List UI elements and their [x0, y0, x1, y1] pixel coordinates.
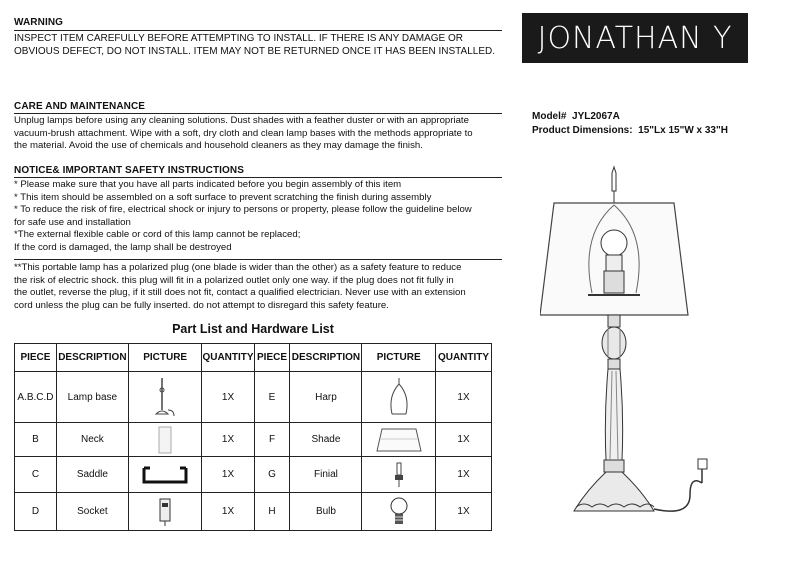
- warning-title: WARNING: [14, 17, 64, 28]
- warning-line-2: OBVIOUS DEFECT, DO NOT INSTALL. ITEM MAY NOT BE RETURNED ONCE IT HAS BEEN INSTALLED.: [14, 46, 496, 57]
- plug-line: **This portable lamp has a polarized plug (one blade is wider than the other) as a safety feature to reduce: [14, 262, 462, 273]
- notice-bottom-rule: [14, 259, 502, 260]
- quantity-cell: 1X: [436, 372, 492, 423]
- parts-header-row: [15, 344, 492, 372]
- parts-table: [14, 343, 492, 531]
- care-line: Unplug lamps before using any cleaning solutions. Dust shades with a feather duster or with an appropriate: [14, 115, 469, 126]
- notice-line: *The external flexible cable or cord of this lamp cannot be replaced;: [14, 229, 301, 240]
- dimensions-label: Product Dimensions:: [532, 125, 633, 136]
- description-cell: Shade: [290, 423, 362, 457]
- col-header-piece: PIECE: [254, 344, 290, 372]
- notice-rule: [14, 177, 502, 178]
- piece-cell: G: [254, 457, 290, 493]
- table-row: [15, 457, 492, 493]
- care-text: [14, 115, 473, 153]
- notice-title: NOTICE& IMPORTANT SAFETY INSTRUCTIONS: [14, 165, 244, 176]
- model-label: Model#: [532, 111, 567, 122]
- col-header-quantity: QUANTITY: [436, 344, 492, 372]
- quantity-cell: 1X: [436, 423, 492, 457]
- table-row: [15, 372, 492, 423]
- dimensions-value: 15"Lx 15"W x 33"H: [638, 125, 728, 136]
- description-cell: Harp: [290, 372, 362, 423]
- care-rule: [14, 113, 502, 114]
- piece-cell: H: [254, 493, 290, 531]
- piece-cell: D: [15, 493, 57, 531]
- finial-icon: [392, 461, 406, 489]
- notice-line: for safe use and installation: [14, 216, 131, 228]
- col-header-piece: PIECE: [15, 344, 57, 372]
- notice-line: * Please make sure that you have all parts indicated before you begin assembly of this item: [14, 179, 402, 190]
- shade-icon: [374, 425, 424, 455]
- socket-icon: [157, 497, 173, 527]
- description-cell: Bulb: [290, 493, 362, 531]
- table-row: [15, 493, 492, 531]
- quantity-cell: 1X: [436, 493, 492, 531]
- plug-text: [14, 262, 466, 312]
- description-cell: Lamp base: [56, 372, 128, 423]
- care-title: CARE AND MAINTENANCE: [14, 101, 146, 112]
- notice-line: If the cord is damaged, the lamp shall be destroyed: [14, 241, 232, 253]
- harp-icon: [384, 376, 414, 418]
- model-info: [532, 110, 728, 138]
- neck-icon: [155, 425, 175, 455]
- piece-cell: F: [254, 423, 290, 457]
- quantity-cell: 1X: [202, 493, 254, 531]
- description-cell: Saddle: [56, 457, 128, 493]
- col-header-picture: PICTURE: [362, 344, 436, 372]
- col-header-description: DESCRIPTION: [56, 344, 128, 372]
- notice-text: [14, 179, 472, 254]
- col-header-picture: PICTURE: [128, 344, 202, 372]
- plug-line: the risk of electric shock. this plug will fit in a polarized outlet only one way. if the plug does not fit fully in: [14, 274, 454, 286]
- warning-text: [14, 32, 495, 58]
- care-line: vacuum-brush attachment. Wipe with a soft, dry cloth and clean lamp bases with the methods appropriate to: [14, 127, 473, 139]
- piece-cell: A.B.C.D: [15, 372, 57, 423]
- quantity-cell: 1X: [202, 457, 254, 493]
- description-cell: Finial: [290, 457, 362, 493]
- piece-cell: E: [254, 372, 290, 423]
- quantity-cell: 1X: [202, 423, 254, 457]
- description-cell: Socket: [56, 493, 128, 531]
- warning-line-1: INSPECT ITEM CAREFULLY BEFORE ATTEMPTING TO INSTALL. IF THERE IS ANY DAMAGE OR: [14, 33, 463, 44]
- parts-title: Part List and Hardware List: [172, 322, 334, 336]
- saddle-icon: [140, 462, 190, 488]
- warning-rule: [14, 30, 502, 31]
- brand-logo: JONATHAN Y: [522, 13, 748, 63]
- quantity-cell: 1X: [436, 457, 492, 493]
- care-line: the material. Avoid the use of chemicals and household cleaners as they may damage the finish.: [14, 140, 423, 151]
- plug-line: the outlet, reverse the plug, if it still does not fit, contact a qualified electrician. Never use with an extension: [14, 287, 466, 298]
- description-cell: Neck: [56, 423, 128, 457]
- col-header-description: DESCRIPTION: [290, 344, 362, 372]
- notice-line: * This item should be assembled on a soft surface to prevent scratching the finish during assembly: [14, 191, 432, 203]
- piece-cell: B: [15, 423, 57, 457]
- col-header-quantity: QUANTITY: [202, 344, 254, 372]
- piece-cell: C: [15, 457, 57, 493]
- model-value: JYL2067A: [572, 111, 620, 122]
- quantity-cell: 1X: [202, 372, 254, 423]
- plug-line: cord unless the plug can be fully inserted. do not attempt to disregard this safety feature.: [14, 299, 389, 311]
- notice-line: * To reduce the risk of fire, electrical shock or injury to persons or property, please follow the guideline below: [14, 204, 472, 215]
- lamp-illustration: [540, 165, 740, 525]
- table-row: [15, 423, 492, 457]
- bulb-icon: [388, 496, 410, 528]
- lamp-base-icon: [150, 376, 180, 418]
